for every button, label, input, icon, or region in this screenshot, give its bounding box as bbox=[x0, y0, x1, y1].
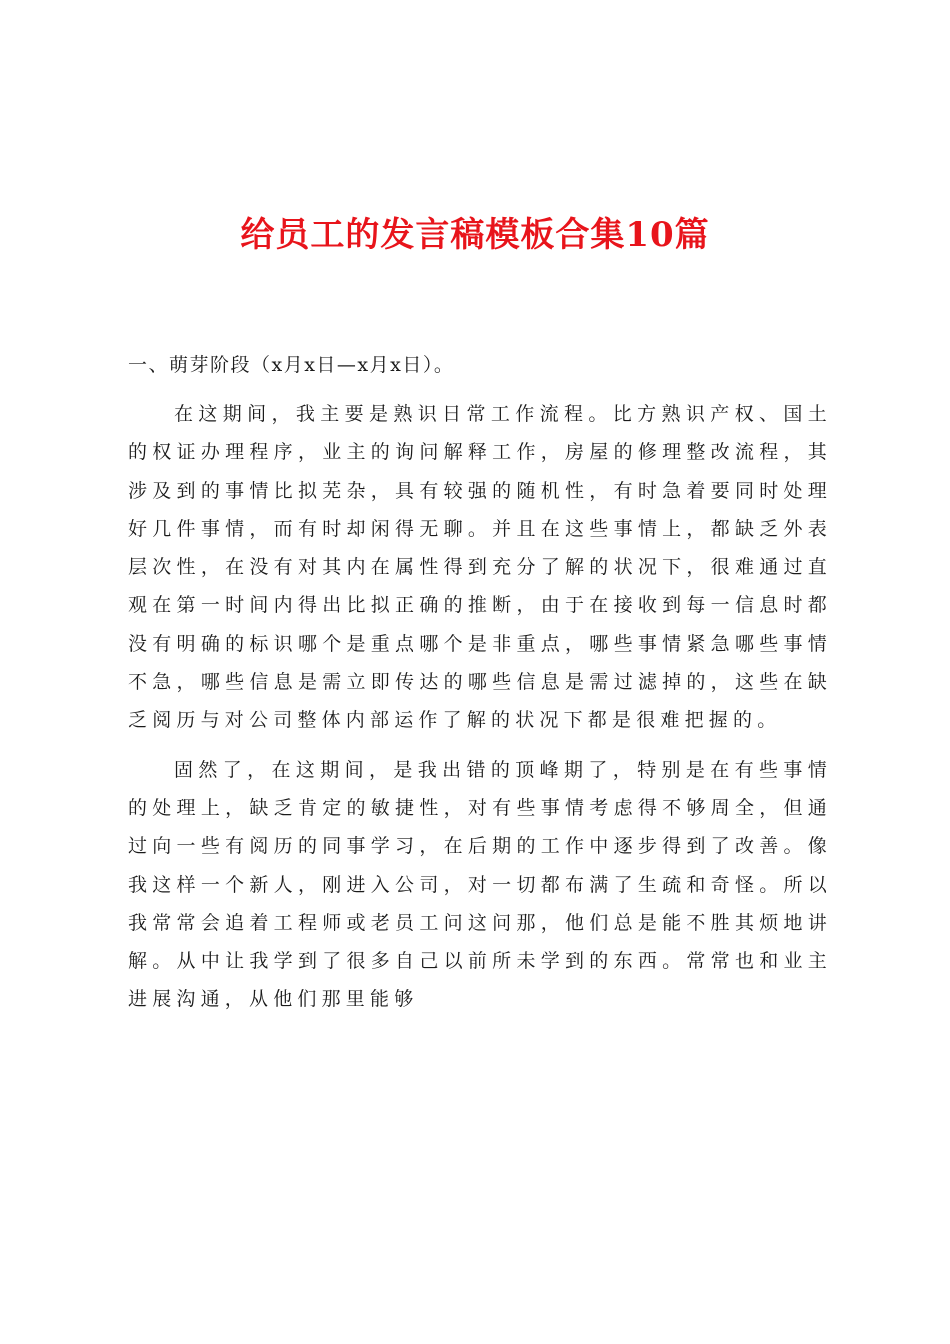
document-title: 给员工的发言稿模板合集10篇 bbox=[240, 215, 710, 255]
document-body bbox=[128, 346, 832, 1019]
section-heading: 一、萌芽阶段（x月x日—x月x日）。 bbox=[128, 354, 455, 376]
body-paragraph-2: 固然了，在这期间，是我出错的顶峰期了，特别是在有些事情的处理上，缺乏肯定的敏捷性，对有些事情考虑得不够周全，但通过向一些有阅历的同事学习，在后期的工作中逐步得到了改善。像我这样一个新人，刚进入公司，对一切都布满了生疏和奇怪。所以我常常会追着工程师或老员工问这问那，他们总是能不胜其烦地讲解。从中让我学到了很多自己以前所未学到的东西。常常也和业主进展沟通，从他们那里能够 bbox=[128, 758, 832, 1011]
body-paragraph-1: 在这期间，我主要是熟识日常工作流程。比方熟识产权、国土的权证办理程序，业主的询问解释工作，房屋的修理整改流程，其涉及到的事情比拟芜杂，具有较强的随机性，有时急着要同时处理好几件事情，而有时却闲得无聊。并且在这些事情上，都缺乏外表层次性，在没有对其内在属性得到充分了解的状况下，很难通过直观在第一时间内得出比拟正确的推断，由于在接收到每一信息时都没有明确的标识哪个是重点哪个是非重点，哪些事情紧急哪些事情不急，哪些信息是需立即传达的哪些信息是需过滤掉的，这些在缺乏阅历与对公司整体内部运作了解的状况下都是很难把握的。 bbox=[128, 403, 832, 732]
